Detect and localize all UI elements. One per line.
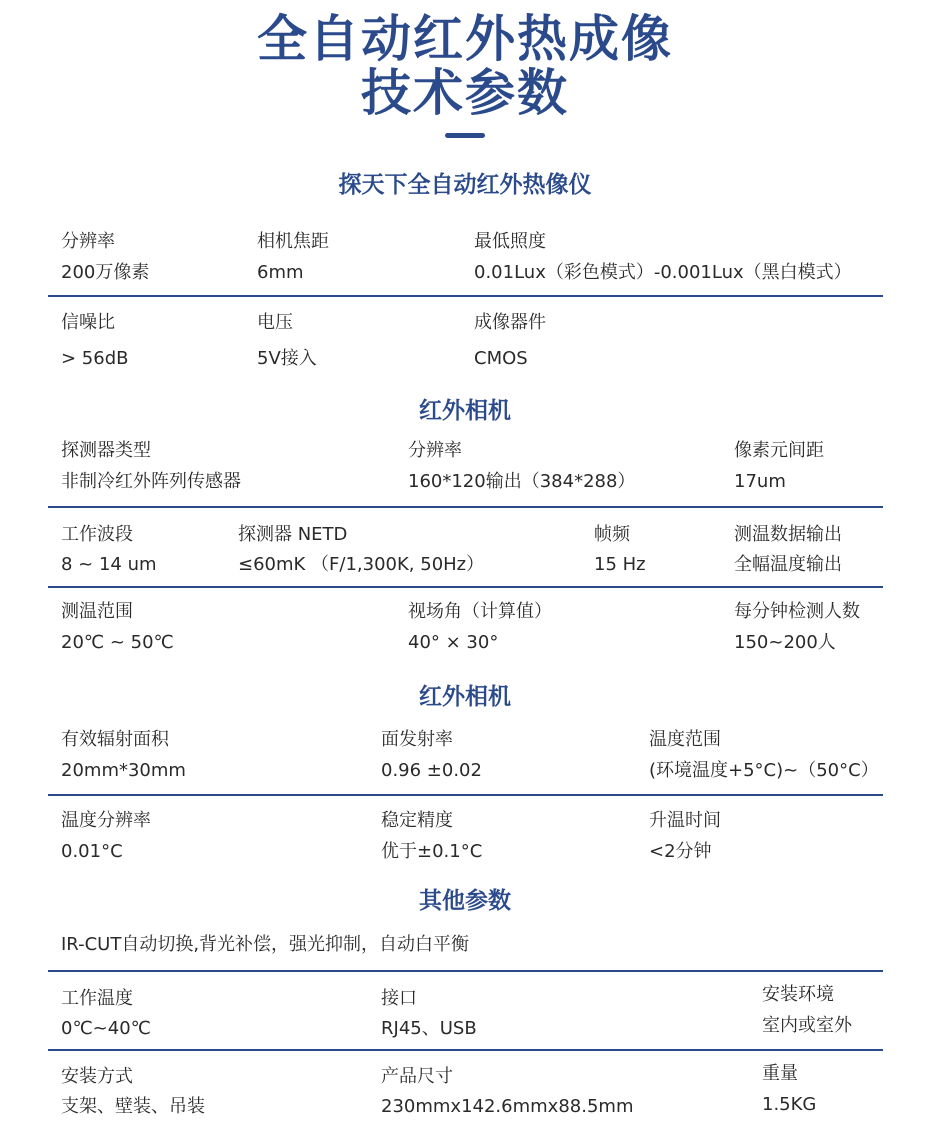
spec-value-detector-type: 非制冷红外阵列传感器 <box>61 471 241 492</box>
spec-value-weight: 1.5KG <box>762 1094 817 1115</box>
spec-label-netd: 探测器 NETD <box>238 524 348 545</box>
divider <box>48 586 883 588</box>
spec-value-heatup-time: <2分钟 <box>649 841 712 862</box>
spec-value-ir-resolution: 160*120输出（384*288） <box>408 471 636 492</box>
spec-label-heatup-time: 升温时间 <box>649 810 721 831</box>
spec-value-operating-temp: 0℃~40℃ <box>61 1018 151 1039</box>
spec-value-snr: > 56dB <box>61 348 129 369</box>
spec-label-interface: 接口 <box>381 988 417 1009</box>
spec-label-detector-type: 探测器类型 <box>61 440 151 461</box>
spec-value-interface: RJ45、USB <box>381 1018 477 1039</box>
spec-value-temp-resolution: 0.01°C <box>61 841 123 862</box>
spec-label-frame-rate: 帧频 <box>594 524 630 545</box>
spec-label-weight: 重量 <box>762 1063 798 1084</box>
spec-value-fov: 40° × 30° <box>408 632 499 653</box>
spec-value-mounting: 支架、壁装、吊装 <box>61 1096 205 1117</box>
spec-label-stability: 稳定精度 <box>381 810 453 831</box>
spec-label-temp-range: 温度范围 <box>649 729 721 750</box>
spec-value-sensor: CMOS <box>474 348 528 369</box>
spec-value-waveband: 8 ~ 14 um <box>61 554 157 575</box>
page-title-line2: 技术参数 <box>361 64 569 122</box>
spec-value-people-per-minute: 150~200人 <box>734 632 836 653</box>
divider <box>48 1049 883 1051</box>
spec-label-mounting: 安装方式 <box>61 1066 133 1087</box>
divider <box>48 295 883 297</box>
spec-value-temp-range: (环境温度+5°C)~（50°C） <box>649 760 879 781</box>
spec-label-voltage: 电压 <box>257 312 293 333</box>
spec-label-measure-range: 测温范围 <box>61 601 133 622</box>
divider <box>48 794 883 796</box>
features-text: IR-CUT自动切换,背光补偿，强光抑制，自动白平衡 <box>61 934 470 955</box>
spec-label-emissivity: 面发射率 <box>381 729 453 750</box>
title-underline <box>445 133 485 138</box>
spec-label-waveband: 工作波段 <box>61 524 133 545</box>
spec-label-min-illumination: 最低照度 <box>474 231 546 252</box>
divider <box>48 506 883 508</box>
spec-label-sensor: 成像器件 <box>474 312 546 333</box>
spec-label-dimensions: 产品尺寸 <box>381 1066 453 1087</box>
spec-value-voltage: 5V接入 <box>257 348 317 369</box>
divider <box>48 970 883 972</box>
spec-value-netd: ≤60mK （F/1,300K, 50Hz） <box>238 554 485 575</box>
spec-label-snr: 信噪比 <box>61 312 115 333</box>
spec-value-focal-length: 6mm <box>257 262 304 283</box>
spec-value-measure-range: 20℃ ~ 50℃ <box>61 632 174 653</box>
spec-value-emissivity: 0.96 ±0.02 <box>381 760 482 781</box>
spec-value-frame-rate: 15 Hz <box>594 554 646 575</box>
section-title-infrared: 红外相机 <box>419 398 511 424</box>
spec-label-focal-length: 相机焦距 <box>257 231 329 252</box>
spec-value-pixel-pitch: 17um <box>734 471 786 492</box>
spec-value-resolution: 200万像素 <box>61 262 150 283</box>
spec-label-radiation-area: 有效辐射面积 <box>61 729 169 750</box>
section-title-other: 其他参数 <box>419 888 511 914</box>
spec-value-radiation-area: 20mm*30mm <box>61 760 186 781</box>
spec-label-pixel-pitch: 像素元间距 <box>734 440 824 461</box>
spec-label-ir-resolution: 分辨率 <box>408 440 462 461</box>
spec-label-resolution: 分辨率 <box>61 231 115 252</box>
spec-value-min-illumination: 0.01Lux（彩色模式）-0.001Lux（黑白模式） <box>474 262 852 283</box>
spec-value-temp-output: 全幅温度输出 <box>734 554 842 575</box>
spec-label-people-per-minute: 每分钟检测人数 <box>734 601 860 622</box>
spec-value-install-env: 室内或室外 <box>762 1015 852 1036</box>
spec-label-operating-temp: 工作温度 <box>61 988 133 1009</box>
spec-label-temp-resolution: 温度分辨率 <box>61 810 151 831</box>
section-title-blackbody: 红外相机 <box>419 684 511 710</box>
spec-value-stability: 优于±0.1°C <box>381 841 483 862</box>
spec-label-install-env: 安装环境 <box>762 984 834 1005</box>
spec-label-temp-output: 测温数据输出 <box>734 524 842 545</box>
spec-label-fov: 视场角（计算值） <box>408 601 552 622</box>
spec-value-dimensions: 230mmx142.6mmx88.5mm <box>381 1096 634 1117</box>
page-title-line1: 全自动红外热成像 <box>257 10 673 68</box>
product-name: 探天下全自动红外热像仪 <box>338 172 592 198</box>
